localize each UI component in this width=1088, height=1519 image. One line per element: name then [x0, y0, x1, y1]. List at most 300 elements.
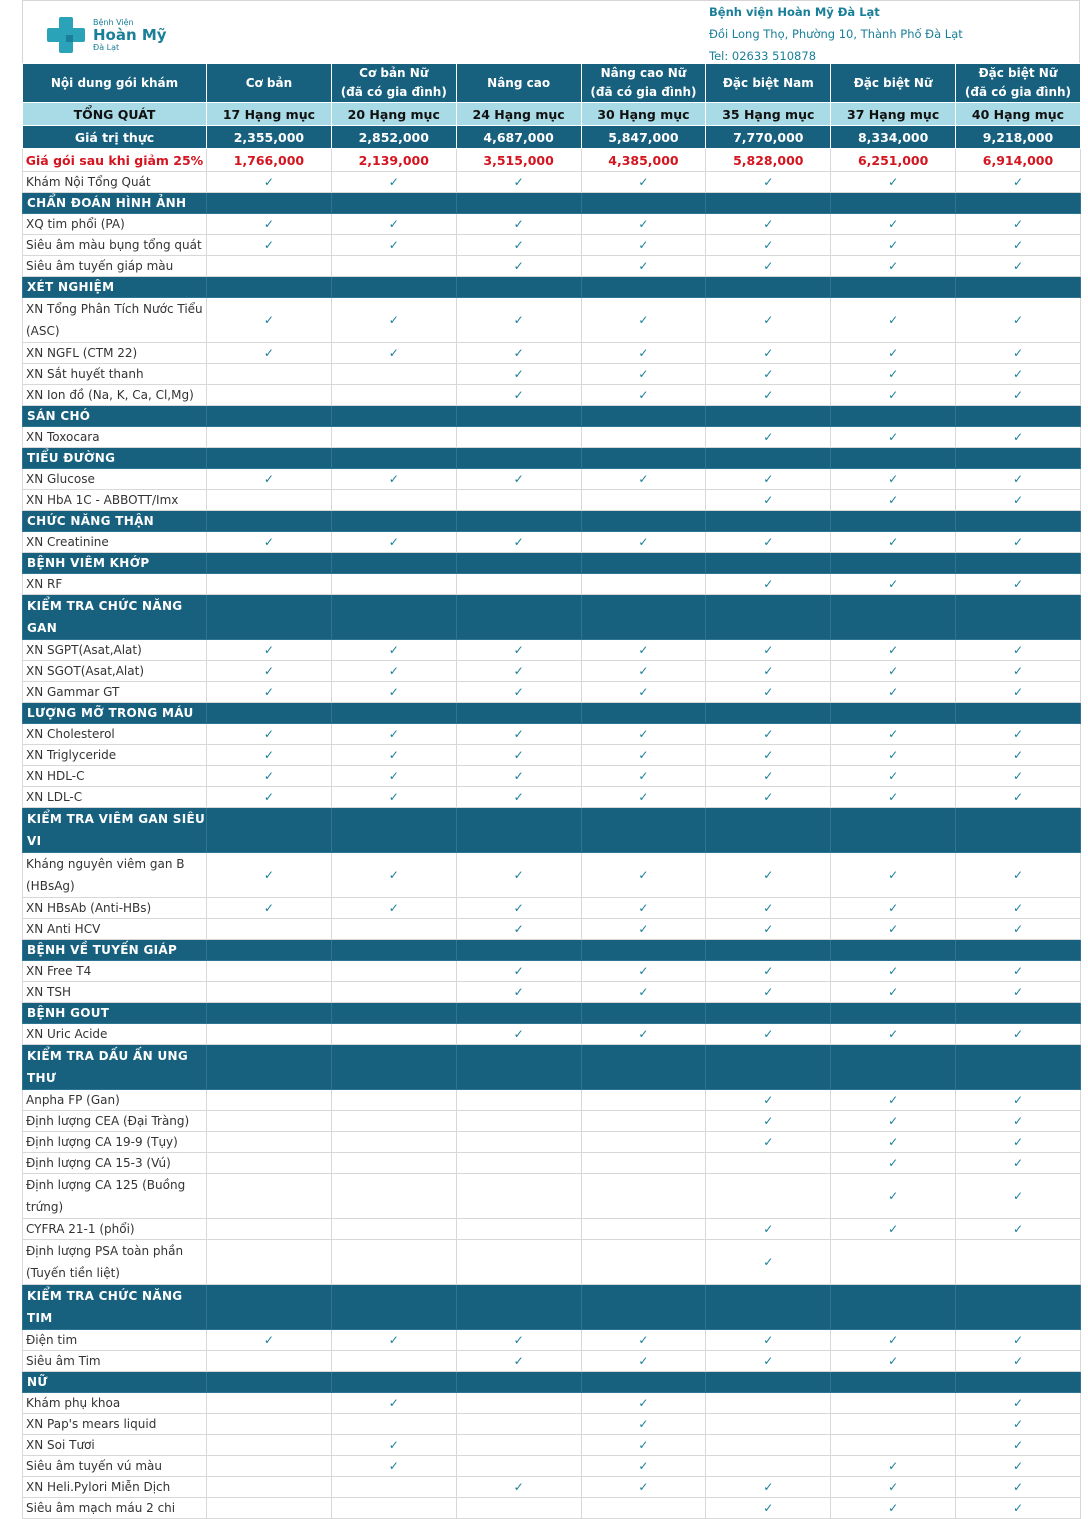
section-row	[23, 1003, 1081, 1024]
empty-cell	[706, 1414, 831, 1435]
package-count: 17 Hạng mục	[207, 103, 332, 126]
check-icon: ✓	[706, 532, 831, 553]
item-label: XN Heli.Pylori Miễn Dịch	[23, 1477, 207, 1498]
section-cell	[581, 808, 706, 853]
item-row	[23, 490, 1081, 511]
section-cell	[456, 808, 581, 853]
section-cell	[331, 1045, 456, 1090]
empty-cell	[831, 1240, 956, 1285]
package-count: 40 Hạng mục	[956, 103, 1081, 126]
section-cell	[831, 703, 956, 724]
check-icon: ✓	[456, 745, 581, 766]
check-icon: ✓	[706, 427, 831, 448]
section-cell	[956, 448, 1081, 469]
section-cell	[207, 277, 332, 298]
check-icon: ✓	[831, 1132, 956, 1153]
empty-cell	[207, 427, 332, 448]
check-icon: ✓	[956, 1393, 1081, 1414]
section-cell	[956, 703, 1081, 724]
check-icon: ✓	[706, 919, 831, 940]
item-label: Siêu âm tuyến vú màu	[23, 1456, 207, 1477]
section-row	[23, 703, 1081, 724]
item-row	[23, 1477, 1081, 1498]
item-row	[23, 898, 1081, 919]
section-cell	[456, 553, 581, 574]
section-cell	[706, 1045, 831, 1090]
package-name: Đặc biệt Nữ	[978, 66, 1058, 80]
section-cell	[831, 277, 956, 298]
check-icon: ✓	[831, 1174, 956, 1219]
check-icon: ✓	[706, 853, 831, 898]
empty-cell	[456, 1111, 581, 1132]
check-icon: ✓	[831, 1090, 956, 1111]
check-icon: ✓	[956, 1456, 1081, 1477]
empty-cell	[207, 1393, 332, 1414]
section-cell	[581, 1003, 706, 1024]
check-icon: ✓	[331, 1330, 456, 1351]
section-title: KIỂM TRA DẤU ẤN UNG THƯ	[23, 1045, 207, 1090]
check-icon: ✓	[456, 235, 581, 256]
item-label: Siêu âm Tim	[23, 1351, 207, 1372]
section-cell	[706, 448, 831, 469]
hospital-address: Đồi Long Thọ, Phường 10, Thành Phố Đà Lạt	[709, 27, 963, 41]
item-label: XN HDL-C	[23, 766, 207, 787]
real-price: 4,687,000	[456, 126, 581, 149]
check-icon: ✓	[581, 766, 706, 787]
item-row	[23, 1414, 1081, 1435]
section-cell	[456, 406, 581, 427]
check-icon: ✓	[706, 1498, 831, 1519]
section-cell	[207, 703, 332, 724]
discount-price: 4,385,000	[581, 149, 706, 172]
empty-cell	[456, 574, 581, 595]
item-row	[23, 919, 1081, 940]
empty-cell	[831, 1414, 956, 1435]
section-cell	[831, 808, 956, 853]
check-icon: ✓	[956, 364, 1081, 385]
item-label: Siêu âm tuyến giáp màu	[23, 256, 207, 277]
check-icon: ✓	[456, 364, 581, 385]
check-icon: ✓	[831, 853, 956, 898]
empty-cell	[207, 385, 332, 406]
item-label: XN Creatinine	[23, 532, 207, 553]
check-icon: ✓	[331, 214, 456, 235]
check-icon: ✓	[956, 724, 1081, 745]
package-name: Nâng cao	[487, 75, 551, 90]
section-title: BỆNH VỀ TUYẾN GIÁP	[23, 940, 207, 961]
section-cell	[456, 1372, 581, 1393]
item-label: Định lượng CA 15-3 (Vú)	[23, 1153, 207, 1174]
empty-cell	[207, 961, 332, 982]
section-cell	[831, 1372, 956, 1393]
section-cell	[706, 406, 831, 427]
check-icon: ✓	[581, 982, 706, 1003]
check-icon: ✓	[831, 766, 956, 787]
package-header	[581, 64, 706, 103]
empty-cell	[581, 1219, 706, 1240]
package-header	[331, 64, 456, 103]
empty-cell	[456, 490, 581, 511]
empty-cell	[581, 1240, 706, 1285]
item-label: XN HBsAb (Anti-HBs)	[23, 898, 207, 919]
hospital-phone: Tel: 02633 510878	[709, 49, 817, 63]
count-label: TỔNG QUÁT	[23, 103, 207, 126]
section-cell	[331, 193, 456, 214]
check-icon: ✓	[456, 343, 581, 364]
empty-cell	[956, 1240, 1081, 1285]
empty-cell	[456, 1498, 581, 1519]
empty-cell	[207, 256, 332, 277]
section-cell	[581, 1372, 706, 1393]
check-icon: ✓	[581, 256, 706, 277]
section-cell	[581, 595, 706, 640]
section-cell	[831, 940, 956, 961]
empty-cell	[581, 1498, 706, 1519]
check-icon: ✓	[831, 364, 956, 385]
check-icon: ✓	[956, 919, 1081, 940]
section-cell	[581, 511, 706, 532]
check-icon: ✓	[581, 1477, 706, 1498]
section-cell	[456, 277, 581, 298]
check-icon: ✓	[331, 1456, 456, 1477]
real-price: 9,218,000	[956, 126, 1081, 149]
item-label: XN Tổng Phân Tích Nước Tiểu (ASC)	[23, 298, 207, 343]
section-cell	[581, 448, 706, 469]
section-cell	[581, 940, 706, 961]
check-icon: ✓	[207, 898, 332, 919]
check-icon: ✓	[956, 532, 1081, 553]
section-cell	[956, 1003, 1081, 1024]
header-label: Nội dung gói khám	[23, 64, 207, 103]
empty-cell	[207, 982, 332, 1003]
check-icon: ✓	[831, 640, 956, 661]
item-label: XN Soi Tươi	[23, 1435, 207, 1456]
item-row	[23, 385, 1081, 406]
check-icon: ✓	[831, 661, 956, 682]
check-icon: ✓	[706, 214, 831, 235]
check-icon: ✓	[456, 532, 581, 553]
check-icon: ✓	[956, 853, 1081, 898]
section-cell	[207, 511, 332, 532]
check-icon: ✓	[956, 469, 1081, 490]
empty-cell	[706, 1393, 831, 1414]
check-icon: ✓	[831, 235, 956, 256]
check-icon: ✓	[956, 982, 1081, 1003]
empty-cell	[581, 1090, 706, 1111]
section-cell	[706, 808, 831, 853]
empty-cell	[207, 1477, 332, 1498]
check-icon: ✓	[831, 724, 956, 745]
empty-cell	[331, 1219, 456, 1240]
section-row	[23, 193, 1081, 214]
package-name: Cơ bản Nữ	[359, 66, 429, 80]
item-label: XN RF	[23, 574, 207, 595]
empty-cell	[331, 1132, 456, 1153]
hospital-logo	[47, 15, 167, 55]
check-icon: ✓	[331, 469, 456, 490]
check-icon: ✓	[831, 1153, 956, 1174]
item-row	[23, 766, 1081, 787]
package-header	[456, 64, 581, 103]
section-cell	[207, 1372, 332, 1393]
package-table	[22, 63, 1081, 1519]
check-icon: ✓	[331, 1435, 456, 1456]
check-icon: ✓	[581, 745, 706, 766]
empty-cell	[207, 1132, 332, 1153]
check-icon: ✓	[956, 1351, 1081, 1372]
section-cell	[831, 1285, 956, 1330]
section-cell	[956, 1045, 1081, 1090]
section-cell	[956, 1372, 1081, 1393]
check-icon: ✓	[207, 661, 332, 682]
empty-cell	[706, 1456, 831, 1477]
section-cell	[956, 511, 1081, 532]
check-icon: ✓	[831, 1498, 956, 1519]
empty-cell	[207, 1219, 332, 1240]
package-count: 30 Hạng mục	[581, 103, 706, 126]
item-label: Điện tim	[23, 1330, 207, 1351]
empty-cell	[207, 574, 332, 595]
section-cell	[456, 703, 581, 724]
section-cell	[831, 193, 956, 214]
empty-cell	[331, 490, 456, 511]
item-row	[23, 532, 1081, 553]
check-icon: ✓	[706, 1351, 831, 1372]
real-price: 7,770,000	[706, 126, 831, 149]
check-icon: ✓	[706, 661, 831, 682]
check-icon: ✓	[207, 214, 332, 235]
discount-price: 5,828,000	[706, 149, 831, 172]
section-cell	[706, 703, 831, 724]
check-icon: ✓	[456, 172, 581, 193]
check-icon: ✓	[706, 640, 831, 661]
section-row	[23, 595, 1081, 640]
check-icon: ✓	[831, 1330, 956, 1351]
check-icon: ✓	[706, 724, 831, 745]
empty-cell	[456, 1435, 581, 1456]
section-title: TIỂU ĐƯỜNG	[23, 448, 207, 469]
empty-cell	[207, 1153, 332, 1174]
check-icon: ✓	[831, 490, 956, 511]
check-icon: ✓	[831, 256, 956, 277]
empty-cell	[331, 1090, 456, 1111]
check-icon: ✓	[706, 982, 831, 1003]
empty-cell	[331, 961, 456, 982]
check-icon: ✓	[706, 745, 831, 766]
section-cell	[706, 1003, 831, 1024]
check-icon: ✓	[831, 532, 956, 553]
empty-cell	[456, 427, 581, 448]
empty-cell	[331, 574, 456, 595]
empty-cell	[456, 1219, 581, 1240]
check-icon: ✓	[331, 745, 456, 766]
check-icon: ✓	[956, 235, 1081, 256]
logo-name-text: Hoàn Mỹ	[93, 25, 167, 44]
check-icon: ✓	[581, 898, 706, 919]
section-title: LƯỢNG MỠ TRONG MÁU	[23, 703, 207, 724]
empty-cell	[207, 1090, 332, 1111]
item-label: XN Pap's mears liquid	[23, 1414, 207, 1435]
check-icon: ✓	[331, 640, 456, 661]
check-icon: ✓	[706, 1090, 831, 1111]
discount-price: 2,139,000	[331, 149, 456, 172]
check-icon: ✓	[581, 532, 706, 553]
check-icon: ✓	[331, 1393, 456, 1414]
check-icon: ✓	[956, 1477, 1081, 1498]
real-price: 8,334,000	[831, 126, 956, 149]
check-icon: ✓	[706, 961, 831, 982]
item-label: XN Cholesterol	[23, 724, 207, 745]
item-row	[23, 982, 1081, 1003]
check-icon: ✓	[581, 787, 706, 808]
check-icon: ✓	[581, 343, 706, 364]
package-count: 37 Hạng mục	[831, 103, 956, 126]
empty-cell	[581, 427, 706, 448]
item-label: Khám phụ khoa	[23, 1393, 207, 1414]
check-icon: ✓	[207, 724, 332, 745]
empty-cell	[456, 1132, 581, 1153]
check-icon: ✓	[456, 661, 581, 682]
check-icon: ✓	[581, 235, 706, 256]
check-icon: ✓	[831, 574, 956, 595]
real-price-label: Giá trị thực	[23, 126, 207, 149]
empty-cell	[207, 1498, 332, 1519]
section-cell	[956, 553, 1081, 574]
check-icon: ✓	[706, 364, 831, 385]
check-icon: ✓	[581, 724, 706, 745]
item-row	[23, 427, 1081, 448]
item-label: Định lượng CEA (Đại Tràng)	[23, 1111, 207, 1132]
empty-cell	[456, 1414, 581, 1435]
empty-cell	[331, 982, 456, 1003]
section-cell	[581, 277, 706, 298]
check-icon: ✓	[581, 1351, 706, 1372]
section-cell	[331, 511, 456, 532]
real-price-row	[23, 126, 1081, 149]
section-cell	[831, 448, 956, 469]
empty-cell	[207, 1435, 332, 1456]
check-icon: ✓	[456, 385, 581, 406]
check-icon: ✓	[831, 961, 956, 982]
check-icon: ✓	[956, 427, 1081, 448]
empty-cell	[207, 1414, 332, 1435]
empty-cell	[331, 1477, 456, 1498]
check-icon: ✓	[956, 343, 1081, 364]
check-icon: ✓	[956, 898, 1081, 919]
check-icon: ✓	[331, 766, 456, 787]
check-icon: ✓	[956, 787, 1081, 808]
check-icon: ✓	[581, 661, 706, 682]
item-label: Kháng nguyên viêm gan B (HBsAg)	[23, 853, 207, 898]
item-row	[23, 1174, 1081, 1219]
check-icon: ✓	[706, 682, 831, 703]
check-icon: ✓	[831, 214, 956, 235]
section-cell	[831, 1045, 956, 1090]
item-label: Anpha FP (Gan)	[23, 1090, 207, 1111]
empty-cell	[331, 919, 456, 940]
empty-cell	[706, 1174, 831, 1219]
item-label: Siêu âm mạch máu 2 chi	[23, 1498, 207, 1519]
empty-cell	[706, 1153, 831, 1174]
item-row	[23, 343, 1081, 364]
check-icon: ✓	[207, 787, 332, 808]
item-row	[23, 1219, 1081, 1240]
check-icon: ✓	[956, 1498, 1081, 1519]
check-icon: ✓	[956, 1330, 1081, 1351]
section-cell	[706, 277, 831, 298]
section-row	[23, 277, 1081, 298]
check-icon: ✓	[581, 682, 706, 703]
item-label: XN Glucose	[23, 469, 207, 490]
item-row	[23, 682, 1081, 703]
empty-cell	[581, 1111, 706, 1132]
check-icon: ✓	[456, 766, 581, 787]
section-cell	[456, 940, 581, 961]
empty-cell	[207, 1111, 332, 1132]
section-cell	[331, 277, 456, 298]
item-label: XN SGPT(Asat,Alat)	[23, 640, 207, 661]
package-header	[831, 64, 956, 103]
item-row	[23, 640, 1081, 661]
discount-price: 1,766,000	[207, 149, 332, 172]
check-icon: ✓	[831, 1219, 956, 1240]
discount-price: 6,251,000	[831, 149, 956, 172]
empty-cell	[207, 1456, 332, 1477]
check-icon: ✓	[956, 1414, 1081, 1435]
check-icon: ✓	[207, 298, 332, 343]
check-icon: ✓	[831, 1024, 956, 1045]
check-icon: ✓	[331, 298, 456, 343]
item-row	[23, 1456, 1081, 1477]
empty-cell	[331, 1153, 456, 1174]
check-icon: ✓	[956, 490, 1081, 511]
check-icon: ✓	[331, 172, 456, 193]
check-icon: ✓	[706, 469, 831, 490]
empty-cell	[706, 1435, 831, 1456]
item-row	[23, 787, 1081, 808]
item-label: XQ tim phổi (PA)	[23, 214, 207, 235]
check-icon: ✓	[207, 343, 332, 364]
section-cell	[456, 448, 581, 469]
package-subtitle: (đã có gia đình)	[340, 85, 447, 99]
package-header	[956, 64, 1081, 103]
section-cell	[956, 193, 1081, 214]
item-row	[23, 172, 1081, 193]
check-icon: ✓	[581, 1435, 706, 1456]
item-row	[23, 1090, 1081, 1111]
item-label: Khám Nội Tổng Quát	[23, 172, 207, 193]
empty-cell	[207, 1174, 332, 1219]
section-cell	[331, 1003, 456, 1024]
check-icon: ✓	[207, 682, 332, 703]
empty-cell	[456, 1240, 581, 1285]
check-icon: ✓	[831, 469, 956, 490]
section-title: KIỂM TRA CHỨC NĂNG TIM	[23, 1285, 207, 1330]
discount-price: 6,914,000	[956, 149, 1081, 172]
real-price: 5,847,000	[581, 126, 706, 149]
section-cell	[456, 1045, 581, 1090]
check-icon: ✓	[331, 853, 456, 898]
check-icon: ✓	[956, 1132, 1081, 1153]
check-icon: ✓	[331, 532, 456, 553]
empty-cell	[581, 574, 706, 595]
section-row	[23, 553, 1081, 574]
check-icon: ✓	[331, 343, 456, 364]
item-row	[23, 745, 1081, 766]
check-icon: ✓	[207, 766, 332, 787]
empty-cell	[207, 490, 332, 511]
section-cell	[706, 595, 831, 640]
